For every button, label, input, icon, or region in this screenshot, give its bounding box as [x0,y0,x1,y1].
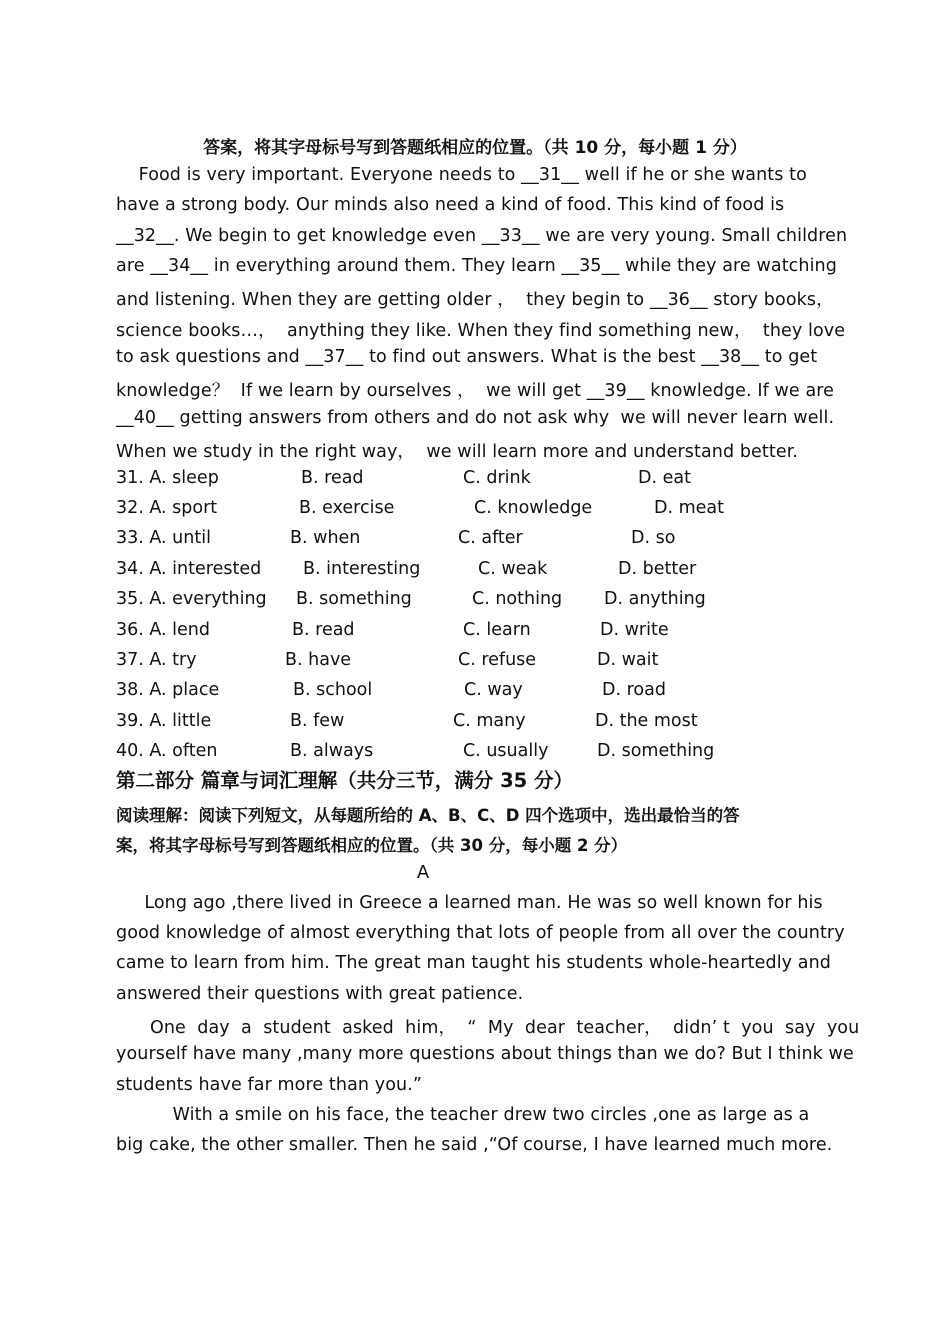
question-row [116,711,876,735]
option-c: C. drink [463,468,531,488]
question-row [116,650,876,674]
reading-instruction-line: 案，将其字母标号写到答题纸相应的位置。（共 30 分，每小题 2 分） [116,836,628,855]
option-a: 31. A. sleep [116,468,219,488]
passage-line: science books…， anything they like. When they find something new， they love [116,321,846,341]
option-b: B. school [293,680,373,700]
passage-line: have a strong body. Our minds also need a kind of food. This kind of food is [116,195,785,215]
reading-instruction-line: 阅读理解：阅读下列短文，从每题所给的 A、B、C、D 四个选项中，选出最恰当的答 [116,806,740,825]
option-c: C. refuse [458,650,537,670]
question-row [116,559,876,583]
question-row [116,468,876,492]
passage-line: and listening. When they are getting older ， they begin to __36__ story books， [116,290,834,310]
option-b: B. something [296,589,412,609]
question-row [116,680,876,704]
passage-line: When we study in the right way， we will learn more and understand better. [116,442,799,462]
question-row [116,528,876,552]
option-d: D. eat [638,468,691,488]
passage-line: good knowledge of almost everything that lots of people from all over the country [116,923,845,943]
option-a: 39. A. little [116,711,212,731]
passage-line: answered their questions with great patience. [116,984,524,1004]
passage-line: __40__ getting answers from others and do not ask why we will never learn well. [116,408,835,428]
option-d: D. wait [597,650,659,670]
option-c: C. knowledge [474,498,593,518]
passage-line: big cake, the other smaller. Then he said ,“Of course, I have learned much more. [116,1135,833,1155]
option-d: D. meat [654,498,724,518]
option-d: D. road [602,680,666,700]
option-b: B. exercise [299,498,395,518]
option-c: C. learn [463,620,531,640]
option-b: B. always [290,741,374,761]
option-b: B. when [290,528,361,548]
option-b: B. few [290,711,345,731]
option-a: 40. A. often [116,741,218,761]
passage-line: __32__. We begin to get knowledge even __33__ we are very young. Small children [116,226,848,246]
part-two-title: 第二部分 篇章与词汇理解（共分三节，满分 35 分） [116,769,574,792]
option-c: C. usually [463,741,549,761]
option-a: 35. A. everything [116,589,267,609]
passage-line: are __34__ in everything around them. They learn __35__ while they are watching [116,256,837,276]
option-d: D. write [600,620,669,640]
passage-line: With a smile on his face, the teacher drew two circles ,one as large as a [116,1105,810,1125]
passage-line: One day a student asked him， “ My dear teacher， didn’ t you say you [116,1018,860,1038]
question-row [116,589,876,613]
option-c: C. way [464,680,523,700]
option-a: 38. A. place [116,680,220,700]
option-d: D. so [631,528,676,548]
option-a: 36. A. lend [116,620,211,640]
option-c: C. weak [478,559,548,579]
passage-line: to ask questions and __37__ to find out answers. What is the best __38__ to get [116,347,818,367]
question-row [116,741,876,765]
option-a: 33. A. until [116,528,211,548]
question-row [116,498,876,522]
option-a: 32. A. sport [116,498,218,518]
section-one-instruction: 答案，将其字母标号写到答题纸相应的位置。（共 10 分，每小题 1 分） [203,138,747,158]
passage-line: Long ago ,there lived in Greece a learned man. He was so well known for his [116,893,823,913]
option-b: B. interesting [303,559,421,579]
option-b: B. read [301,468,364,488]
passage-label: A [416,862,430,883]
option-a: 34. A. interested [116,559,262,579]
option-c: C. nothing [472,589,563,609]
option-d: D. the most [595,711,698,731]
option-d: D. something [597,741,715,761]
option-c: C. after [458,528,523,548]
passage-line: came to learn from him. The great man taught his students whole-heartedly and [116,953,832,973]
option-a: 37. A. try [116,650,197,670]
option-b: B. read [292,620,355,640]
option-d: D. anything [604,589,706,609]
option-c: C. many [453,711,526,731]
option-d: D. better [618,559,697,579]
passage-line: yourself have many ,many more questions about things than we do? But I think we [116,1044,854,1064]
option-b: B. have [285,650,352,670]
passage-line: knowledge？ If we learn by ourselves ， we will get __39__ knowledge. If we are [116,381,835,401]
question-row [116,620,876,644]
passage-line: Food is very important. Everyone needs to __31__ well if he or she wants to [116,165,807,185]
passage-line: students have far more than you.” [116,1075,423,1095]
